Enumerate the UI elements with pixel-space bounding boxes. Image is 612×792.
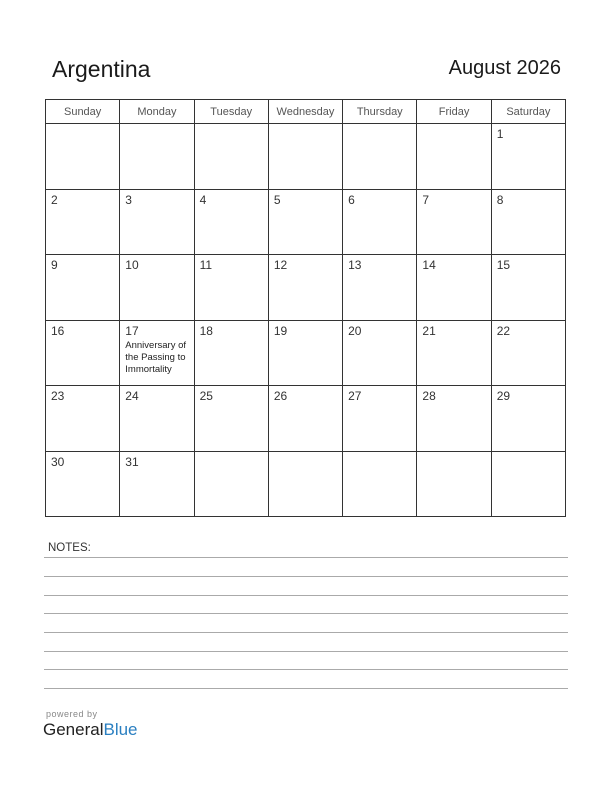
day-cell <box>343 386 417 452</box>
day-cell <box>343 124 417 190</box>
day-number: 22 <box>496 323 511 338</box>
note-line <box>44 576 568 577</box>
day-cell <box>194 451 268 517</box>
day-cell <box>491 124 565 190</box>
day-cell <box>120 255 194 321</box>
day-cell <box>417 451 491 517</box>
note-line <box>44 595 568 596</box>
day-number <box>120 124 193 128</box>
day-number: 17 <box>125 323 139 338</box>
day-cell <box>194 320 268 386</box>
day-number: 31 <box>125 454 139 469</box>
day-number: 4 <box>199 192 207 207</box>
day-cell <box>417 386 491 452</box>
week-row <box>46 386 566 452</box>
weekday-header: Tuesday <box>194 100 268 124</box>
day-number: 1 <box>496 127 504 141</box>
weekday-header: Friday <box>417 100 491 124</box>
day-number: 25 <box>199 389 213 403</box>
day-cell <box>120 124 194 190</box>
day-cell <box>194 255 268 321</box>
day-number: 21 <box>422 323 436 338</box>
day-cell <box>268 255 342 321</box>
day-cell <box>120 386 194 452</box>
day-cell <box>268 386 342 452</box>
day-number: 18 <box>199 323 213 338</box>
day-number: 29 <box>496 389 511 403</box>
day-cell <box>417 124 491 190</box>
day-cell <box>46 255 120 321</box>
day-number: 6 <box>348 192 355 207</box>
week-row <box>46 124 566 190</box>
day-cell <box>343 255 417 321</box>
day-number: 27 <box>348 389 362 403</box>
day-number <box>269 452 342 456</box>
weekday-header: Monday <box>120 100 194 124</box>
day-number <box>492 452 565 456</box>
day-cell <box>491 386 565 452</box>
day-cell <box>491 255 565 321</box>
day-number: 23 <box>51 389 65 403</box>
week-row <box>46 451 566 517</box>
day-cell <box>417 255 491 321</box>
day-number: 12 <box>273 258 288 272</box>
day-cell <box>120 451 194 517</box>
day-number: 9 <box>51 258 58 272</box>
day-number: 24 <box>125 389 139 403</box>
weekday-header: Saturday <box>491 100 565 124</box>
day-cell <box>194 386 268 452</box>
note-line <box>44 632 568 633</box>
day-number: 8 <box>496 192 504 207</box>
day-cell <box>46 189 120 255</box>
week-row <box>46 320 566 386</box>
day-number: 15 <box>496 258 511 272</box>
day-number: 10 <box>125 258 139 272</box>
day-number: 16 <box>51 323 65 338</box>
note-line <box>44 557 568 558</box>
day-number: 2 <box>51 192 58 207</box>
day-number: 13 <box>348 258 362 272</box>
day-cell <box>194 124 268 190</box>
day-cell <box>120 189 194 255</box>
brand-general: General <box>43 720 104 739</box>
month-year-title: August 2026 <box>448 57 561 79</box>
notes-label: NOTES: <box>48 542 91 554</box>
day-number: 3 <box>125 192 132 207</box>
day-cell <box>46 320 120 386</box>
day-cell <box>268 189 342 255</box>
day-cell <box>491 189 565 255</box>
week-row <box>46 255 566 321</box>
day-number: 7 <box>422 192 430 207</box>
note-line <box>44 613 568 614</box>
weekday-header: Thursday <box>343 100 417 124</box>
day-cell <box>417 189 491 255</box>
note-line <box>44 669 568 670</box>
brand-logo <box>43 720 138 740</box>
day-number: 19 <box>273 323 288 338</box>
holiday-label: Anniversary of the Passing to Immortality <box>125 339 187 375</box>
brand-blue: Blue <box>103 720 138 739</box>
day-number <box>343 452 416 456</box>
day-cell <box>46 451 120 517</box>
day-cell <box>343 451 417 517</box>
day-number <box>46 124 119 128</box>
country-title: Argentina <box>52 56 151 82</box>
day-cell <box>194 189 268 255</box>
day-number <box>195 452 268 456</box>
week-row <box>46 189 566 255</box>
day-number: 11 <box>199 258 213 272</box>
day-cell <box>268 320 342 386</box>
day-number <box>195 124 268 128</box>
day-cell <box>343 189 417 255</box>
calendar-body <box>46 124 566 517</box>
day-number: 26 <box>273 389 288 403</box>
day-number: 20 <box>348 323 362 338</box>
day-cell <box>46 124 120 190</box>
day-cell <box>491 320 565 386</box>
day-cell <box>491 451 565 517</box>
day-cell <box>343 320 417 386</box>
day-number <box>269 124 342 128</box>
weekday-header: Wednesday <box>268 100 342 124</box>
day-cell <box>417 320 491 386</box>
weekday-header: Sunday <box>46 100 120 124</box>
day-number <box>417 452 490 456</box>
day-cell <box>46 386 120 452</box>
day-cell <box>268 451 342 517</box>
powered-by-text: powered by <box>46 709 98 719</box>
day-number: 28 <box>422 389 436 403</box>
day-number: 14 <box>422 258 436 272</box>
calendar-grid <box>45 99 566 517</box>
day-number <box>417 124 490 128</box>
day-cell <box>120 320 194 386</box>
day-cell <box>268 124 342 190</box>
day-number: 30 <box>51 454 65 469</box>
note-line <box>44 688 568 689</box>
note-line <box>44 651 568 652</box>
day-number: 5 <box>273 192 281 207</box>
day-number <box>343 124 416 128</box>
weekday-header-row <box>46 100 566 124</box>
